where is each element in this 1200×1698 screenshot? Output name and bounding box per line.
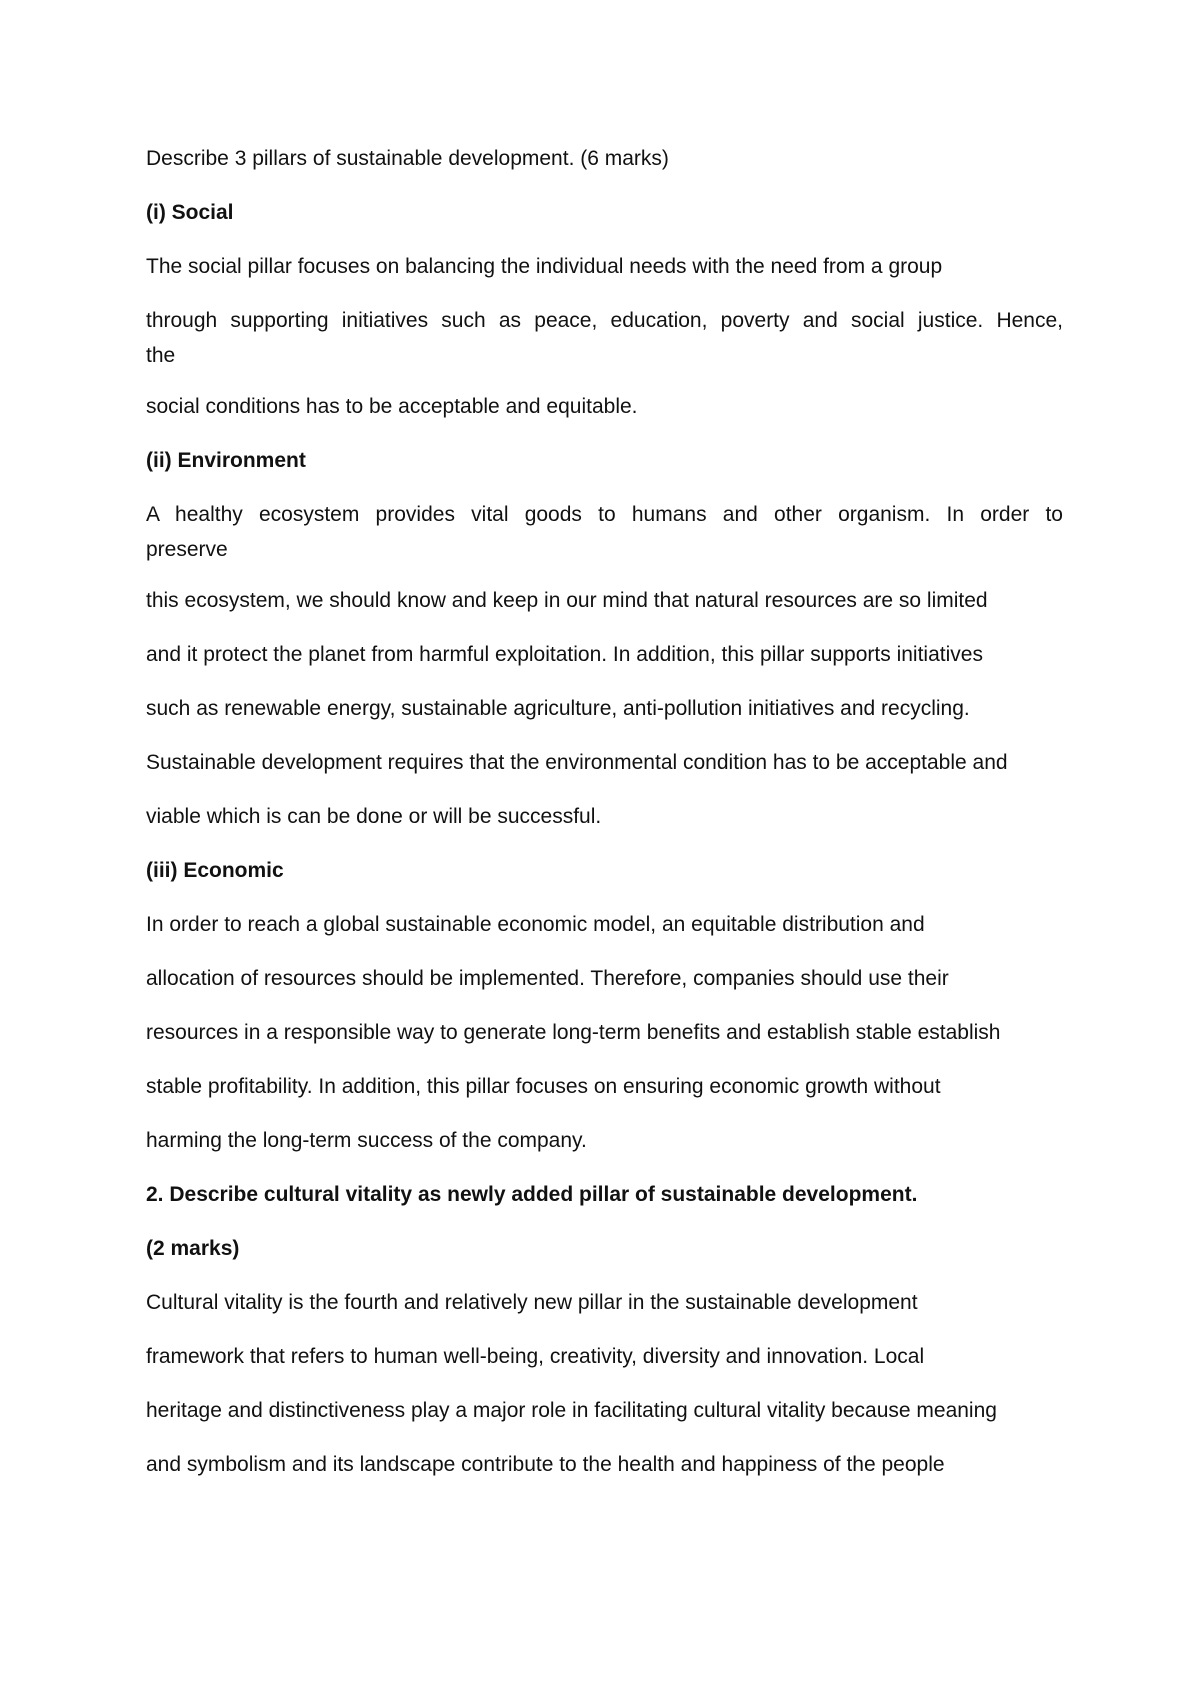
document-body bbox=[146, 140, 1063, 1500]
paragraph-line: The social pillar focuses on balancing the individual needs with the need from a group bbox=[146, 255, 943, 278]
section-heading-social: (i) Social bbox=[146, 201, 234, 224]
paragraph-line: allocation of resources should be implemented. Therefore, companies should use their bbox=[146, 967, 949, 990]
paragraph-line: this ecosystem, we should know and keep in our mind that natural resources are so limited bbox=[146, 589, 988, 612]
paragraph-line: social conditions has to be acceptable and equitable. bbox=[146, 395, 638, 418]
paragraph-line: Sustainable development requires that the environmental condition has to be acceptable and bbox=[146, 751, 1008, 774]
paragraph-line: viable which is can be done or will be successful. bbox=[146, 805, 602, 828]
paragraph-line: resources in a responsible way to generate long-term benefits and establish stable establish bbox=[146, 1021, 1001, 1044]
paragraph-line: such as renewable energy, sustainable agriculture, anti-pollution initiatives and recycling. bbox=[146, 697, 970, 720]
paragraph-line-tail: preserve bbox=[146, 538, 228, 561]
paragraph-line: stable profitability. In addition, this pillar focuses on ensuring economic growth without bbox=[146, 1075, 941, 1098]
question-1-heading: Describe 3 pillars of sustainable development. (6 marks) bbox=[146, 147, 669, 170]
paragraph-line: A healthy ecosystem provides vital goods to humans and other organism. In order to bbox=[146, 503, 1063, 526]
section-heading-environment: (ii) Environment bbox=[146, 449, 306, 472]
paragraph-line: harming the long-term success of the company. bbox=[146, 1129, 587, 1152]
paragraph-line-wrapped bbox=[146, 496, 1063, 566]
paragraph-line: and it protect the planet from harmful exploitation. In addition, this pillar supports initiatives bbox=[146, 643, 983, 666]
question-2-heading: 2. Describe cultural vitality as newly added pillar of sustainable development. bbox=[146, 1183, 918, 1206]
paragraph-line: and symbolism and its landscape contribute to the health and happiness of the people bbox=[146, 1453, 945, 1476]
paragraph-line: heritage and distinctiveness play a major role in facilitating cultural vitality because meaning bbox=[146, 1399, 997, 1422]
paragraph-line: through supporting initiatives such as peace, education, poverty and social justice. Hence, bbox=[146, 309, 1063, 332]
paragraph-line: In order to reach a global sustainable economic model, an equitable distribution and bbox=[146, 913, 925, 936]
paragraph-line-wrapped bbox=[146, 302, 1063, 372]
section-heading-economic: (iii) Economic bbox=[146, 859, 284, 882]
question-2-marks: (2 marks) bbox=[146, 1237, 240, 1260]
paragraph-line: Cultural vitality is the fourth and relatively new pillar in the sustainable development bbox=[146, 1291, 918, 1314]
paragraph-line: framework that refers to human well-being, creativity, diversity and innovation. Local bbox=[146, 1345, 925, 1368]
paragraph-line-tail: the bbox=[146, 344, 176, 367]
